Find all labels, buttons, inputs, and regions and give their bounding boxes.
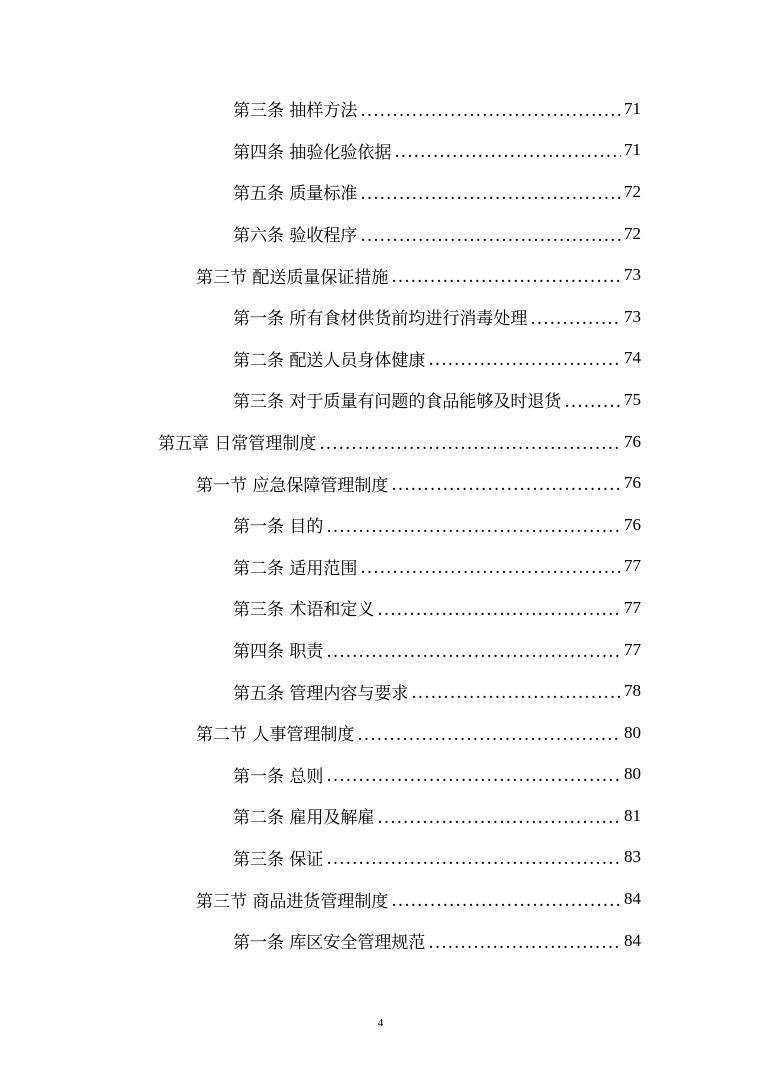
toc-entry-page: 81 xyxy=(624,805,641,825)
toc-entry-title: 第三条 对于质量有问题的食品能够及时退货 xyxy=(233,392,562,413)
toc-entry[interactable] xyxy=(0,421,761,463)
toc-entry[interactable] xyxy=(0,795,761,837)
toc-leader-dots xyxy=(428,933,621,953)
toc-entry[interactable] xyxy=(0,130,761,172)
toc-leader-dots xyxy=(357,725,621,745)
toc-leader-dots xyxy=(360,101,621,121)
toc-leader-dots xyxy=(377,600,621,620)
toc-entry[interactable] xyxy=(0,754,761,796)
toc-leader-dots xyxy=(564,392,621,412)
toc-leader-dots xyxy=(326,766,621,786)
toc-entry[interactable] xyxy=(0,379,761,421)
toc-entry-page: 83 xyxy=(624,847,641,867)
toc-entry-title: 第三条 术语和定义 xyxy=(233,600,375,621)
toc-leader-dots xyxy=(391,891,621,911)
toc-entry-page: 73 xyxy=(624,306,641,326)
toc-entry[interactable] xyxy=(0,837,761,879)
toc-entry-page: 77 xyxy=(624,597,641,617)
toc-entry[interactable] xyxy=(0,296,761,338)
toc-entry-title: 第二节 人事管理制度 xyxy=(196,725,355,746)
toc-entry-page: 71 xyxy=(624,98,641,118)
toc-entry-title: 第二条 雇用及解雇 xyxy=(233,808,375,829)
toc-entry-title: 第三条 保证 xyxy=(233,849,324,870)
toc-leader-dots xyxy=(377,808,621,828)
toc-leader-dots xyxy=(411,683,621,703)
toc-entry-title: 第三节 商品进货管理制度 xyxy=(196,891,389,912)
toc-entry-page: 84 xyxy=(624,930,641,950)
toc-entry-title: 第二条 适用范围 xyxy=(233,558,358,579)
toc-entry-title: 第四条 职责 xyxy=(233,642,324,663)
toc-entry-title: 第一节 应急保障管理制度 xyxy=(196,475,389,496)
toc-entry-title: 第三节 配送质量保证措施 xyxy=(196,267,389,288)
toc-entry-page: 78 xyxy=(624,681,641,701)
toc-entry[interactable] xyxy=(0,338,761,380)
toc-entry-page: 72 xyxy=(624,223,641,243)
toc-entry[interactable] xyxy=(0,254,761,296)
toc-entry-page: 80 xyxy=(624,722,641,742)
toc-leader-dots xyxy=(360,184,621,204)
toc-entry[interactable] xyxy=(0,546,761,588)
toc-leader-dots xyxy=(391,475,621,495)
toc-entry-title: 第五条 管理内容与要求 xyxy=(233,683,409,704)
toc-leader-dots xyxy=(360,226,621,246)
toc-entry-title: 第四条 抽验化验依据 xyxy=(233,142,392,163)
toc-entry-title: 第一条 库区安全管理规范 xyxy=(233,933,426,954)
table-of-contents xyxy=(0,88,761,961)
toc-entry-page: 80 xyxy=(624,764,641,784)
toc-leader-dots xyxy=(394,142,621,162)
toc-entry[interactable] xyxy=(0,712,761,754)
toc-leader-dots xyxy=(530,309,621,329)
toc-leader-dots xyxy=(326,517,621,537)
toc-entry-page: 76 xyxy=(624,473,641,493)
toc-entry-title: 第一条 所有食材供货前均进行消毒处理 xyxy=(233,309,528,330)
toc-entry[interactable] xyxy=(0,504,761,546)
toc-entry-page: 77 xyxy=(624,639,641,659)
toc-leader-dots xyxy=(319,434,621,454)
toc-entry-title: 第一条 总则 xyxy=(233,766,324,787)
toc-leader-dots xyxy=(360,558,621,578)
toc-entry[interactable] xyxy=(0,629,761,671)
toc-entry-title: 第五章 日常管理制度 xyxy=(158,434,317,455)
toc-entry[interactable] xyxy=(0,462,761,504)
toc-entry[interactable] xyxy=(0,878,761,920)
toc-entry-title: 第五条 质量标准 xyxy=(233,184,358,205)
toc-leader-dots xyxy=(326,642,621,662)
toc-entry-page: 72 xyxy=(624,181,641,201)
toc-entry[interactable] xyxy=(0,670,761,712)
toc-entry[interactable] xyxy=(0,171,761,213)
page-number: 4 xyxy=(377,1017,384,1029)
toc-entry[interactable] xyxy=(0,213,761,255)
toc-entry-page: 73 xyxy=(624,265,641,285)
toc-entry-page: 74 xyxy=(624,348,641,368)
toc-entry[interactable] xyxy=(0,88,761,130)
toc-entry-page: 77 xyxy=(624,556,641,576)
toc-leader-dots xyxy=(326,849,621,869)
toc-entry-page: 76 xyxy=(624,431,641,451)
toc-entry-page: 84 xyxy=(624,889,641,909)
toc-entry-page: 76 xyxy=(624,514,641,534)
toc-entry[interactable] xyxy=(0,920,761,962)
toc-entry-title: 第六条 验收程序 xyxy=(233,226,358,247)
toc-entry-page: 75 xyxy=(624,389,641,409)
toc-entry[interactable] xyxy=(0,587,761,629)
toc-leader-dots xyxy=(391,267,621,287)
toc-entry-page: 71 xyxy=(624,140,641,160)
toc-entry-title: 第三条 抽样方法 xyxy=(233,101,358,122)
toc-entry-title: 第二条 配送人员身体健康 xyxy=(233,350,426,371)
toc-leader-dots xyxy=(428,350,621,370)
toc-entry-title: 第一条 目的 xyxy=(233,517,324,538)
